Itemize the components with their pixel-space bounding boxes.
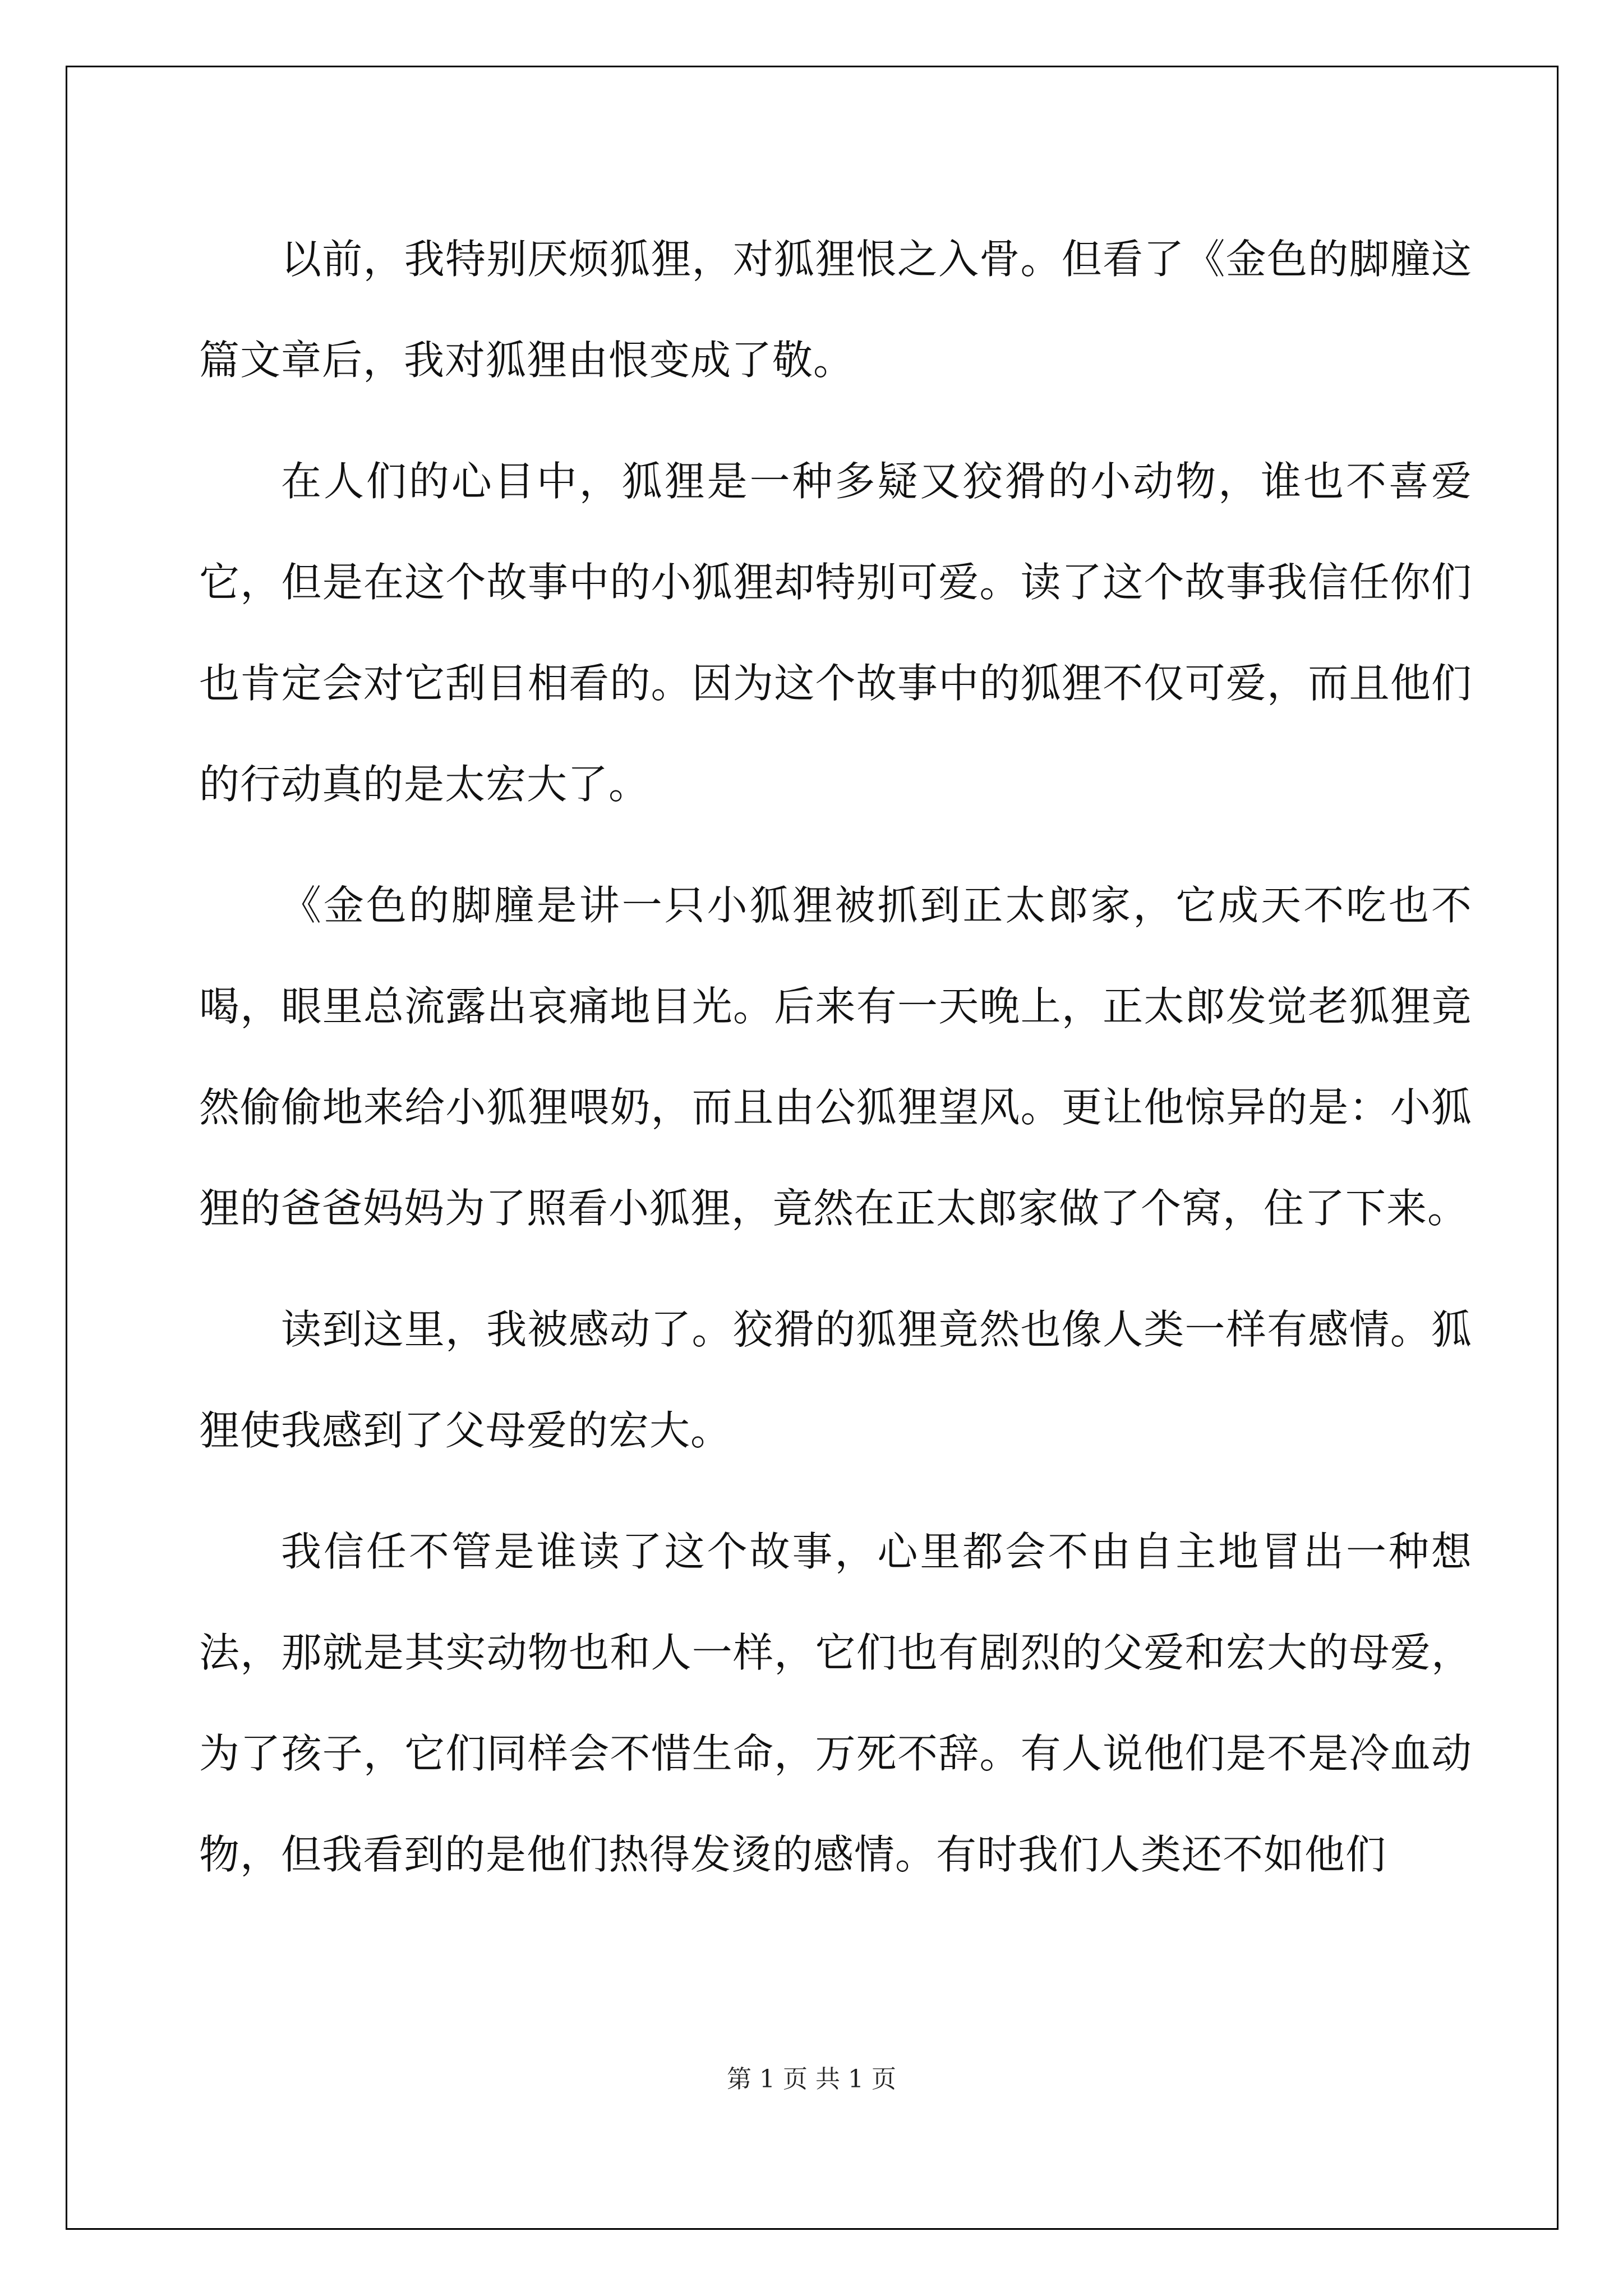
paragraph-1: 以前，我特别厌烦狐狸，对狐狸恨之入骨。但看了《金色的脚膧这篇文章后，我对狐狸由恨变成了敬。 (199, 236, 1472, 384)
paragraph-4: 读到这里，我被感动了。狡猾的狐狸竟然也像人类一样有感情。狐狸使我感到了父母爱的宏大。 (199, 1306, 1472, 1454)
page-footer: 第 1 页 共 1 页 (727, 2065, 896, 2093)
paragraph-2: 在人们的心目中，狐狸是一种多疑又狡猾的小动物，谁也不喜爱它，但是在这个故事中的小狐狸却特别可爱。读了这个故事我信任你们也肯定会对它刮目相看的。因为这个故事中的狐狸不仅可爱，而且他们的行动真的是太宏大了。 (199, 458, 1472, 808)
document-body (199, 209, 1472, 1925)
paragraph-5: 我信任不管是谁读了这个故事，心里都会不由自主地冒出一种想法，那就是其实动物也和人一样，它们也有剧烈的父爱和宏大的母爱，为了孩子，它们同样会不惜生命，万死不辞。有人说他们是不是冷血动物，但我看到的是他们热得发烫的感情。有时我们人类还不如他们 (199, 1528, 1472, 1878)
paragraph-3: 《金色的脚膧是讲一只小狐狸被抓到正太郎家，它成天不吃也不喝，眼里总流露出哀痛地目光。后来有一天晚上，正太郎发觉老狐狸竟然偷偷地来给小狐狸喂奶，而且由公狐狸望风。更让他惊异的是：小狐狸的爸爸妈妈为了照看小狐狸，竟然在正太郎家做了个窝，住了下来。 (199, 882, 1472, 1232)
